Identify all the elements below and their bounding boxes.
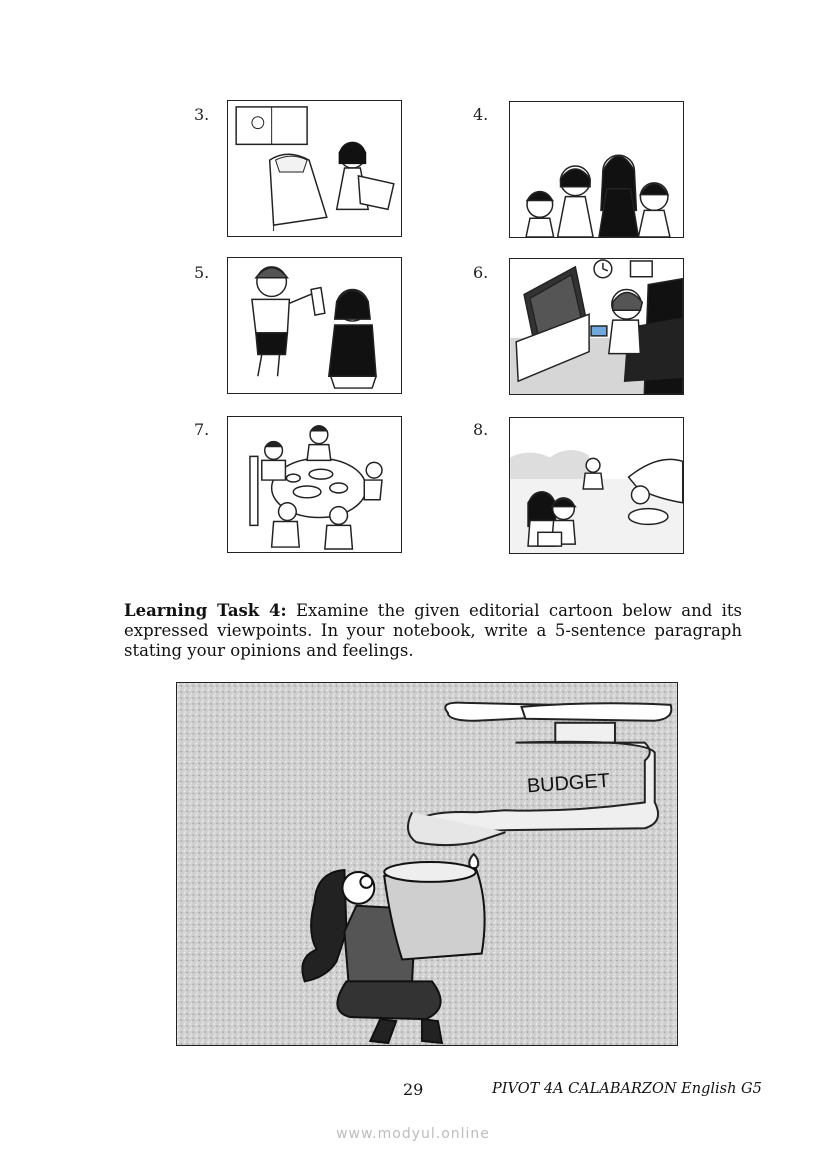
picture-children-cleaning xyxy=(227,257,402,394)
learning-task-label: Learning Task 4: xyxy=(124,601,287,620)
learning-task-text: Examine the given editorial cartoon below and its expressed viewpoints. In your notebook, write a 5-sentence paragraph stating your opinions and feelings. xyxy=(124,601,742,660)
item-number-4: 4. xyxy=(473,105,489,124)
children-at-beach-illustration xyxy=(510,418,683,553)
picture-children-at-beach xyxy=(509,417,684,554)
item-number-8: 8. xyxy=(473,420,489,439)
picture-children-praying xyxy=(509,101,684,238)
picture-family-eating-meal xyxy=(227,416,402,553)
girl-making-bed-illustration xyxy=(228,101,401,236)
item-number-5: 5. xyxy=(194,263,210,282)
page-number: 29 xyxy=(403,1080,424,1099)
children-praying-illustration xyxy=(510,102,683,237)
item-number-6: 6. xyxy=(473,263,489,282)
boy-playing-video-game-illustration xyxy=(510,259,683,394)
picture-girl-making-bed xyxy=(227,100,402,237)
faucet-label-budget: BUDGET xyxy=(526,769,611,798)
editorial-cartoon xyxy=(176,682,678,1046)
editorial-cartoon-illustration xyxy=(177,683,677,1045)
footer-title: PIVOT 4A CALABARZON English G5 xyxy=(492,1081,762,1097)
item-number-7: 7. xyxy=(194,420,210,439)
item-number-3: 3. xyxy=(194,105,210,124)
children-cleaning-illustration xyxy=(228,258,401,393)
learning-task-instructions xyxy=(124,601,742,661)
picture-boy-playing-video-game xyxy=(509,258,684,395)
watermark-text: www.modyul.online xyxy=(336,1126,490,1142)
family-eating-meal-illustration xyxy=(228,417,401,552)
